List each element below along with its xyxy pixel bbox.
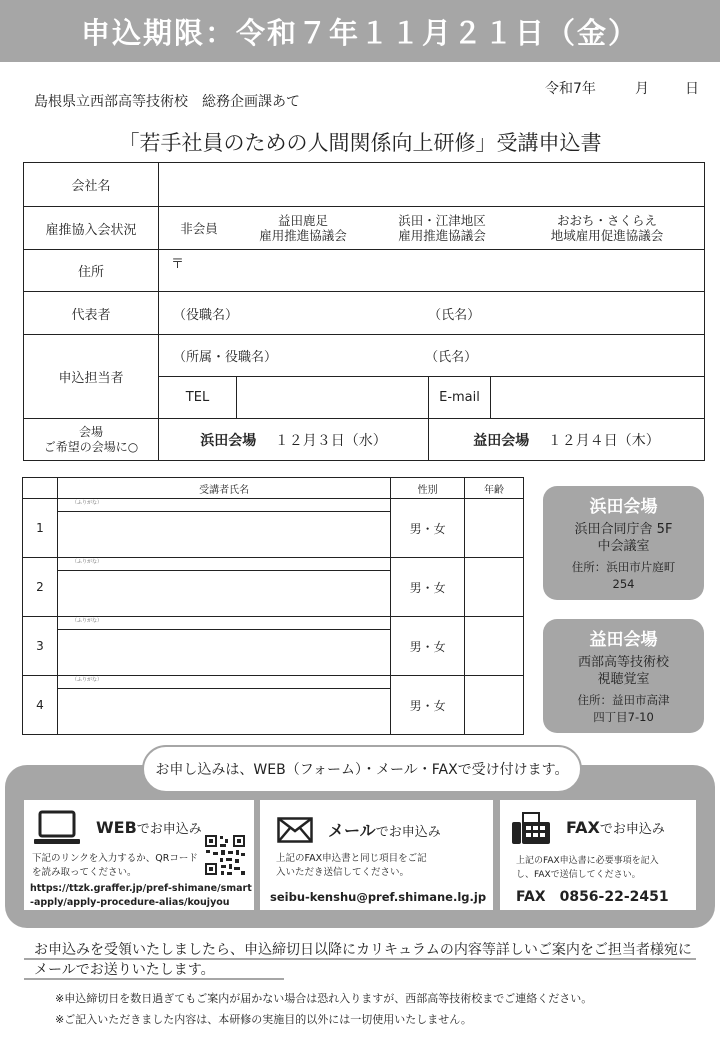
furigana-hint: （ふりがな） bbox=[58, 676, 390, 689]
association-option-non-member[interactable]: 非会員 bbox=[180, 221, 218, 236]
fax-apply-number[interactable]: FAX 0856-22-2451 bbox=[516, 889, 669, 905]
addressee: 島根県立西部高等技術校 総務企画課あて bbox=[34, 94, 300, 110]
mail-apply-address[interactable]: seibu-kenshu@pref.shimane.lg.jp bbox=[270, 890, 487, 904]
apply-methods-bubble: お申し込みは、WEB（フォーム）・メール・FAXで受け付けます。 bbox=[142, 745, 582, 793]
receipt-underline-2 bbox=[24, 978, 284, 980]
tel-field[interactable] bbox=[237, 377, 429, 419]
association-option-hamada[interactable]: 浜田・江津地区 雇用推進協議会 bbox=[398, 213, 486, 243]
web-apply-note: 下記のリンクを入力するか、QRコード を読み取ってください。 bbox=[32, 853, 198, 878]
venue-hamada-name: 浜田会場 bbox=[200, 432, 257, 449]
venue-masuda-name: 益田会場 bbox=[473, 432, 530, 449]
age-field[interactable] bbox=[465, 617, 524, 676]
contact-person-label: 申込担当者 bbox=[24, 335, 159, 419]
fax-apply-note: 上記のFAX申込書に必要事項を記入 し、FAXで送信してください。 bbox=[516, 856, 659, 880]
row-number: 4 bbox=[23, 676, 58, 735]
furigana-hint: （ふりがな） bbox=[58, 558, 390, 571]
furigana-hint: （ふりがな） bbox=[58, 617, 390, 630]
receipt-notice: お申込みを受領いたしましたら、申込締切日以降にカリキュラムの内容等詳しいご案内をご担当者様宛にメールでお送りいたします。 bbox=[34, 942, 692, 978]
email-field[interactable] bbox=[491, 377, 705, 419]
venue-card-address: 住所：浜田市片庭町 254 bbox=[571, 560, 676, 591]
age-field[interactable] bbox=[465, 558, 524, 617]
venue-card-place: 浜田合同庁舎 5F 中会議室 bbox=[549, 521, 698, 555]
header-age: 年齢 bbox=[465, 478, 524, 499]
venue-card-masuda bbox=[543, 619, 704, 733]
application-form-table bbox=[23, 162, 705, 461]
postal-mark: 〒 bbox=[171, 257, 185, 272]
participant-name-cell[interactable] bbox=[57, 676, 390, 735]
envelope-icon bbox=[277, 817, 313, 843]
web-apply-title bbox=[96, 818, 202, 837]
laptop-icon bbox=[34, 810, 80, 846]
gender-choice[interactable]: 男・女 bbox=[391, 676, 465, 735]
participant-name-cell[interactable] bbox=[57, 499, 390, 558]
company-label: 会社名 bbox=[24, 163, 159, 207]
association-options[interactable] bbox=[159, 207, 705, 250]
fax-apply-title bbox=[566, 818, 665, 837]
mail-apply-note: 上記のFAX申込書と同じ項目をご記 入いただき送信してください。 bbox=[276, 853, 427, 878]
fax-apply-panel[interactable] bbox=[500, 800, 696, 910]
age-field[interactable] bbox=[465, 676, 524, 735]
web-title-bold: WEB bbox=[96, 818, 137, 837]
association-option-oochi[interactable]: おおち・さくらえ 地域雇用促進協議会 bbox=[550, 213, 664, 243]
company-field[interactable] bbox=[159, 163, 705, 207]
address-label: 住所 bbox=[24, 250, 159, 292]
tel-label: TEL bbox=[159, 377, 237, 419]
contact-person-field[interactable] bbox=[159, 335, 705, 377]
qr-code-icon[interactable] bbox=[204, 834, 246, 876]
venue-card-hamada bbox=[543, 486, 704, 600]
association-option-masuda[interactable]: 益田鹿足 雇用推進協議会 bbox=[259, 213, 347, 243]
header-number bbox=[23, 478, 58, 499]
mail-apply-panel[interactable] bbox=[260, 800, 493, 910]
address-field[interactable] bbox=[159, 250, 705, 292]
fax-title-bold: FAX bbox=[566, 818, 600, 837]
venue-card-place: 西部高等技術校 視聴覚室 bbox=[577, 655, 669, 687]
contact-name-hint: （氏名） bbox=[425, 350, 478, 365]
fax-machine-icon bbox=[512, 812, 550, 846]
footnote-contact: ※申込締切日を数日過ぎてもご案内が届かない場合は恐れ入りますが、西部高等技術校までご連絡ください。 bbox=[55, 992, 593, 1005]
representative-title-hint: （役職名） bbox=[173, 307, 239, 323]
deadline-banner: 申込期限：令和７年１１月２１日（金） bbox=[0, 0, 720, 62]
email-label: E-mail bbox=[429, 377, 491, 419]
mail-apply-title bbox=[328, 818, 441, 841]
venue-hamada-date: １２月３日（水） bbox=[274, 432, 387, 449]
contact-dept-hint: （所属・役職名） bbox=[173, 350, 278, 365]
representative-name-hint: （氏名） bbox=[428, 307, 481, 323]
fax-title-rest: でお申込み bbox=[599, 822, 665, 837]
form-title: 「若手社員のための人間関係向上研修」受講申込書 bbox=[118, 131, 602, 155]
row-number: 2 bbox=[23, 558, 58, 617]
venue-card-title: 浜田会場 bbox=[589, 497, 658, 517]
footnote-privacy: ※ご記入いただきました内容は、本研修の実施目的以外には一切使用いたしません。 bbox=[55, 1013, 472, 1026]
mail-title-rest: でお申込み bbox=[375, 825, 441, 840]
header-participant-name: 受講者氏名 bbox=[57, 478, 390, 499]
mail-title-bold: メール bbox=[328, 821, 376, 840]
gender-choice[interactable]: 男・女 bbox=[391, 499, 465, 558]
receipt-underline-1 bbox=[24, 958, 696, 960]
venue-choice-hamada[interactable] bbox=[159, 419, 429, 461]
venue-choice-masuda[interactable] bbox=[429, 419, 705, 461]
date-day: 日 bbox=[685, 81, 699, 97]
venue-card-address: 住所：益田市高津 四丁目7-10 bbox=[577, 693, 670, 724]
web-apply-url[interactable]: https://ttzk.graffer.jp/pref-shimane/smart-apply/apply-procedure-alias/koujyou bbox=[30, 883, 252, 908]
header-gender: 性別 bbox=[391, 478, 465, 499]
gender-choice[interactable]: 男・女 bbox=[391, 558, 465, 617]
association-label: 雇推協入会状況 bbox=[24, 207, 159, 250]
participants-table bbox=[22, 477, 524, 735]
web-apply-panel[interactable] bbox=[24, 800, 254, 910]
date-era-year: 令和7年 bbox=[545, 81, 596, 97]
participant-name-cell[interactable] bbox=[57, 558, 390, 617]
row-number: 1 bbox=[23, 499, 58, 558]
venue-card-title: 益田会場 bbox=[589, 630, 658, 650]
date-month: 月 bbox=[635, 81, 649, 97]
gender-choice[interactable]: 男・女 bbox=[391, 617, 465, 676]
venue-label: 会場 ご希望の会場に○ bbox=[24, 419, 159, 461]
age-field[interactable] bbox=[465, 499, 524, 558]
representative-field[interactable] bbox=[159, 292, 705, 335]
web-title-rest: でお申込み bbox=[136, 822, 202, 837]
furigana-hint: （ふりがな） bbox=[58, 499, 390, 512]
participant-name-cell[interactable] bbox=[57, 617, 390, 676]
venue-masuda-date: １２月４日（木） bbox=[547, 432, 660, 449]
representative-label: 代表者 bbox=[24, 292, 159, 335]
row-number: 3 bbox=[23, 617, 58, 676]
